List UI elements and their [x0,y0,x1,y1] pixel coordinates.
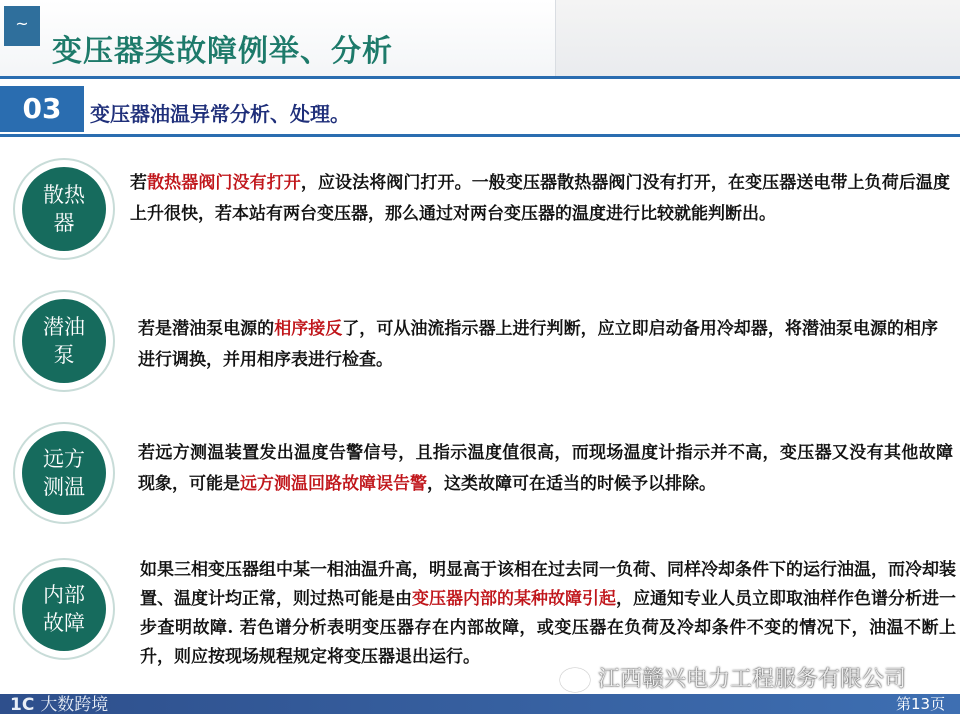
text-segment: ，这类故障可在适当的时候予以排除。 [427,474,716,494]
text-segment: 了，可从油流指示器上进行判断，应立即启动备用冷却器，将潜油泵电源的相序进行调换，并用相序表进行检查。 [138,319,939,370]
page-number: 第13页 [896,695,946,713]
highlight-text: 远方测温回路故障误告警 [240,474,427,494]
category-label [43,313,85,369]
category-label [43,445,85,501]
text-segment: ，应通知专业人员立即取油样作色谱分析进一步查明故障. 若色谱分析表明变压器存在内部故障，或变压器在负荷及冷却条件不变的情况下，油温不断上升，则应按现场规程规定将变压器退出运行。 [140,589,956,667]
brand-name: 大数跨境 [40,695,109,715]
category-label-line2: 测温 [43,475,85,499]
footer-brand [10,690,108,715]
category-label [43,181,85,237]
category-badge-inner [22,299,106,383]
category-label-line1: 远方 [43,447,85,471]
app-logo-icon: ~ [4,6,40,46]
text-segment: 若远方测温装置发出温度告警信号，且指示温度值很高，而现场温度计指示并不高，变压器又没有其他故障现象，可能是 [138,443,953,494]
text-segment: 如果三相变压器组中某一相油温升高，明显高于该相在过去同一负荷、同样冷却条件下的运行油温，而冷却装置、温度计均正常，则过热可能是由 [140,560,956,609]
category-badge-inner [22,431,106,515]
category-label-line2: 器 [53,211,75,235]
category-badge-inner [22,567,106,651]
category-label [43,581,85,637]
item-description [138,314,938,376]
highlight-text: 散热器阀门没有打开 [147,173,301,193]
header-right-panel [555,0,960,78]
title-divider [0,76,960,79]
highlight-text: 变压器内部的某种故障引起 [412,589,616,609]
text-segment: 若是潜油泵电源的 [138,319,275,339]
item-description [130,168,950,230]
item-description [140,556,956,672]
section-divider [0,134,960,137]
category-badge-radiator [13,158,115,260]
page-title: 变压器类故障例举、分析 [52,34,393,69]
category-badge-oil-pump [13,290,115,392]
category-badge-internal-fault [13,558,115,660]
section-title: 变压器油温异常分析、处理。 [90,102,350,126]
wechat-icon [560,668,590,692]
category-badge-inner [22,167,106,251]
category-label-line2: 故障 [43,611,85,635]
watermark-text: 江西赣兴电力工程服务有限公司 [598,667,907,692]
category-label-line1: 潜油 [43,315,85,339]
category-label-line1: 内部 [43,583,85,607]
section-number: 03 [0,86,84,132]
category-badge-remote-temperature [13,422,115,524]
text-segment: 若 [130,173,148,193]
watermark [560,662,906,693]
category-label-line1: 散热 [43,183,85,207]
footer-bar [0,694,960,714]
item-description [138,438,953,500]
highlight-text: 相序接反 [274,319,343,339]
brand-logo: 1C [10,695,35,715]
text-segment: ，应设法将阀门打开。一般变压器散热器阀门没有打开，在变压器送电带上负荷后温度上升很快，若本站有两台变压器，那么通过对两台变压器的温度进行比较就能判断出。 [130,173,951,224]
category-label-line2: 泵 [53,343,75,367]
